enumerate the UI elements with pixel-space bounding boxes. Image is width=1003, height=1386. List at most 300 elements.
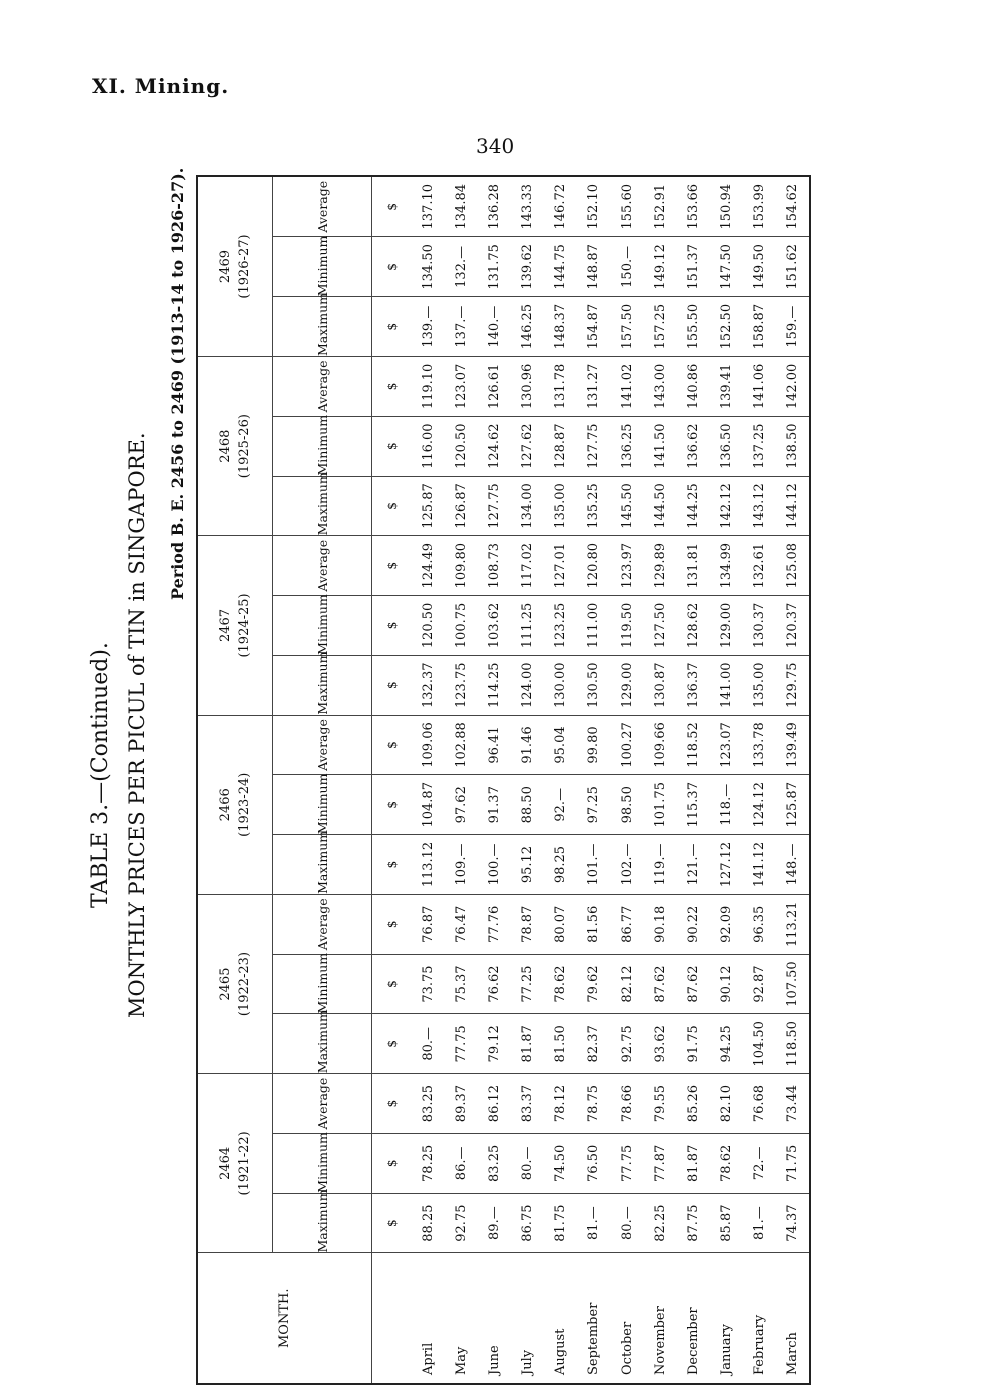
unit-row	[372, 177, 413, 1383]
price-cell: 144.50	[644, 476, 677, 536]
page-number: 340	[476, 134, 515, 158]
price-cell: 129.00	[710, 596, 743, 656]
year-ce: (1925-26)	[237, 414, 252, 479]
price-cell: 92.75	[610, 1014, 643, 1074]
price-cell: 73.44	[776, 1074, 809, 1134]
price-cell: 113.21	[776, 894, 809, 954]
price-cell: 132.—	[445, 237, 478, 297]
unit-cell: $	[372, 954, 413, 1014]
price-cell: 74.37	[776, 1193, 809, 1253]
unit-cell: $	[372, 596, 413, 656]
price-cell: 78.25	[412, 1133, 445, 1193]
price-cell: 132.37	[412, 655, 445, 715]
price-cell: 129.89	[644, 536, 677, 596]
price-cell: 116.00	[412, 416, 445, 476]
price-cell: 139.41	[710, 357, 743, 417]
price-cell: 81.75	[544, 1193, 577, 1253]
table-title: TABLE 3.—(Continued).	[88, 642, 113, 908]
price-cell: 95.04	[544, 715, 577, 775]
price-cell: 121.—	[677, 835, 710, 895]
unit-cell: $	[372, 357, 413, 417]
price-cell: 99.80	[577, 715, 610, 775]
price-cell: 86.—	[445, 1133, 478, 1193]
price-cell: 92.—	[544, 775, 577, 835]
table-row	[412, 177, 445, 1383]
price-cell: 81.87	[677, 1133, 710, 1193]
price-cell: 90.12	[710, 954, 743, 1014]
price-cell: 76.47	[445, 894, 478, 954]
sub-header-minimum: Minimum	[273, 775, 372, 835]
price-cell: 127.62	[511, 416, 544, 476]
price-cell: 118.50	[776, 1014, 809, 1074]
price-cell: 143.12	[743, 476, 776, 536]
price-cell: 119.—	[644, 835, 677, 895]
unit-cell: $	[372, 416, 413, 476]
price-cell: 81.56	[577, 894, 610, 954]
price-cell: 100.27	[610, 715, 643, 775]
table-row	[710, 177, 743, 1383]
price-cell: 82.10	[710, 1074, 743, 1134]
price-cell: 120.37	[776, 596, 809, 656]
sub-header-maximum: Maximum	[273, 476, 372, 536]
price-cell: 108.73	[478, 536, 511, 596]
sub-header-maximum: Maximum	[273, 297, 372, 357]
month-label: August	[553, 1328, 569, 1375]
price-cell: 100.75	[445, 596, 478, 656]
price-cell: 102.—	[610, 835, 643, 895]
sub-header-average: Average	[273, 536, 372, 596]
price-cell: 90.18	[644, 894, 677, 954]
price-cell: 149.12	[644, 237, 677, 297]
month-label: December	[685, 1307, 701, 1375]
table-row	[776, 177, 809, 1383]
table-row	[677, 177, 710, 1383]
price-cell: 79.62	[577, 954, 610, 1014]
price-cell: 92.87	[743, 954, 776, 1014]
price-cell: 151.37	[677, 237, 710, 297]
year-header	[198, 177, 273, 357]
price-cell: 148.37	[544, 297, 577, 357]
price-cell: 135.00	[544, 476, 577, 536]
price-cell: 80.07	[544, 894, 577, 954]
sub-header-maximum: Maximum	[273, 1193, 372, 1253]
price-cell: 155.60	[610, 177, 643, 237]
price-cell: 145.50	[610, 476, 643, 536]
price-cell: 107.50	[776, 954, 809, 1014]
table-row	[610, 177, 643, 1383]
month-label: June	[487, 1345, 503, 1375]
price-cell: 96.41	[478, 715, 511, 775]
price-cell: 91.75	[677, 1014, 710, 1074]
price-cell: 109.—	[445, 835, 478, 895]
price-cell: 134.00	[511, 476, 544, 536]
table-row	[577, 177, 610, 1383]
price-cell: 78.12	[544, 1074, 577, 1134]
price-cell: 127.12	[710, 835, 743, 895]
unit-cell: $	[372, 715, 413, 775]
price-cell: 103.62	[478, 596, 511, 656]
sub-header-maximum: Maximum	[273, 835, 372, 895]
price-cell: 141.00	[710, 655, 743, 715]
price-cell: 144.12	[776, 476, 809, 536]
sub-header-minimum: Minimum	[273, 1133, 372, 1193]
year-ce: (1922-23)	[237, 951, 252, 1017]
price-cell: 81.50	[544, 1014, 577, 1074]
table-row	[445, 177, 478, 1383]
sub-header-average: Average	[273, 357, 372, 417]
sub-header-maximum: Maximum	[273, 1014, 372, 1074]
price-cell: 124.00	[511, 655, 544, 715]
price-cell: 125.08	[776, 536, 809, 596]
price-cell: 85.87	[710, 1193, 743, 1253]
month-label: February	[751, 1314, 767, 1375]
price-cell: 127.01	[544, 536, 577, 596]
price-cell: 129.00	[610, 655, 643, 715]
price-cell: 157.25	[644, 297, 677, 357]
price-cell: 83.37	[511, 1074, 544, 1134]
year-header	[198, 357, 273, 536]
price-cell: 123.07	[710, 715, 743, 775]
price-cell: 73.75	[412, 954, 445, 1014]
price-cell: 150.94	[710, 177, 743, 237]
price-cell: 142.12	[710, 476, 743, 536]
price-cell: 77.76	[478, 894, 511, 954]
price-cell: 92.75	[445, 1193, 478, 1253]
price-cell: 89.—	[478, 1193, 511, 1253]
month-label: October	[619, 1321, 635, 1375]
price-cell: 76.68	[743, 1074, 776, 1134]
table-row	[743, 177, 776, 1383]
price-cell: 135.00	[743, 655, 776, 715]
year-be: 2467	[217, 608, 233, 643]
price-cell: 131.75	[478, 237, 511, 297]
price-cell: 88.25	[412, 1193, 445, 1253]
price-cell: 87.62	[644, 954, 677, 1014]
price-cell: 153.66	[677, 177, 710, 237]
unit-cell: $	[372, 835, 413, 895]
price-cell: 132.61	[743, 536, 776, 596]
price-cell: 142.00	[776, 357, 809, 417]
year-ce: (1921-22)	[237, 1131, 252, 1196]
table-row	[544, 177, 577, 1383]
year-be: 2465	[217, 967, 233, 1001]
year-ce: (1923-24)	[237, 772, 252, 837]
price-cell: 111.00	[577, 596, 610, 656]
price-cell: 141.12	[743, 835, 776, 895]
price-cell: 136.37	[677, 655, 710, 715]
price-cell: 85.26	[677, 1074, 710, 1134]
price-cell: 155.50	[677, 297, 710, 357]
price-cell: 102.88	[445, 715, 478, 775]
price-cell: 154.62	[776, 177, 809, 237]
price-cell: 109.06	[412, 715, 445, 775]
month-label: April	[421, 1342, 437, 1375]
price-cell: 81.—	[577, 1193, 610, 1253]
price-cell: 82.25	[644, 1193, 677, 1253]
sub-header-minimum: Minimum	[273, 237, 372, 297]
price-cell: 123.75	[445, 655, 478, 715]
price-cell: 134.84	[445, 177, 478, 237]
price-cell: 130.87	[644, 655, 677, 715]
sub-header-minimum: Minimum	[273, 954, 372, 1014]
price-cell: 148.—	[776, 835, 809, 895]
price-cell: 127.75	[577, 416, 610, 476]
year-header	[198, 894, 273, 1073]
price-cell: 114.25	[478, 655, 511, 715]
year-ce: (1926-27)	[237, 234, 252, 299]
unit-cell: $	[372, 1074, 413, 1134]
price-cell: 131.78	[544, 357, 577, 417]
price-cell: 78.66	[610, 1074, 643, 1134]
price-cell: 100.—	[478, 835, 511, 895]
unit-cell: $	[372, 536, 413, 596]
price-cell: 146.72	[544, 177, 577, 237]
price-cell: 128.62	[677, 596, 710, 656]
price-cell: 79.12	[478, 1014, 511, 1074]
price-cell: 158.87	[743, 297, 776, 357]
price-cell: 149.50	[743, 237, 776, 297]
price-cell: 86.12	[478, 1074, 511, 1134]
price-cell: 140.86	[677, 357, 710, 417]
price-cell: 98.50	[610, 775, 643, 835]
price-cell: 72.—	[743, 1133, 776, 1193]
price-cell: 76.50	[577, 1133, 610, 1193]
price-cell: 129.75	[776, 655, 809, 715]
price-cell: 87.75	[677, 1193, 710, 1253]
price-cell: 78.62	[544, 954, 577, 1014]
price-cell: 125.87	[776, 775, 809, 835]
price-cell: 125.87	[412, 476, 445, 536]
price-cell: 137.—	[445, 297, 478, 357]
price-cell: 77.75	[445, 1014, 478, 1074]
price-cell: 101.—	[577, 835, 610, 895]
price-cell: 137.25	[743, 416, 776, 476]
price-cell: 151.62	[776, 237, 809, 297]
price-cell: 71.75	[776, 1133, 809, 1193]
price-cell: 78.87	[511, 894, 544, 954]
price-cell: 89.37	[445, 1074, 478, 1134]
price-cell: 147.50	[710, 237, 743, 297]
price-cell: 139.49	[776, 715, 809, 775]
price-cell: 101.75	[644, 775, 677, 835]
price-cell: 141.02	[610, 357, 643, 417]
price-cell: 138.50	[776, 416, 809, 476]
sub-header-average: Average	[273, 715, 372, 775]
price-cell: 82.37	[577, 1014, 610, 1074]
price-cell: 82.12	[610, 954, 643, 1014]
section-label: XI. Mining.	[92, 74, 230, 98]
price-cell: 96.35	[743, 894, 776, 954]
price-cell: 139.—	[412, 297, 445, 357]
price-grid	[198, 177, 809, 1383]
price-cell: 127.75	[478, 476, 511, 536]
price-cell: 74.50	[544, 1133, 577, 1193]
price-cell: 111.25	[511, 596, 544, 656]
price-cell: 126.61	[478, 357, 511, 417]
price-cell: 77.75	[610, 1133, 643, 1193]
unit-cell: $	[372, 894, 413, 954]
month-label: September	[586, 1302, 602, 1375]
price-cell: 94.25	[710, 1014, 743, 1074]
price-cell: 130.00	[544, 655, 577, 715]
year-be: 2464	[217, 1146, 233, 1180]
sub-header-maximum: Maximum	[273, 655, 372, 715]
price-cell: 120.50	[412, 596, 445, 656]
unit-row-blank	[372, 1253, 413, 1383]
price-cell: 141.50	[644, 416, 677, 476]
price-cell: 136.50	[710, 416, 743, 476]
price-cell: 109.66	[644, 715, 677, 775]
price-cell: 128.87	[544, 416, 577, 476]
price-cell: 146.25	[511, 297, 544, 357]
price-cell: 139.62	[511, 237, 544, 297]
price-cell: 143.33	[511, 177, 544, 237]
month-label: May	[454, 1346, 470, 1375]
price-cell: 136.28	[478, 177, 511, 237]
price-cell: 118.—	[710, 775, 743, 835]
unit-cell: $	[372, 297, 413, 357]
price-cell: 81.—	[743, 1193, 776, 1253]
unit-cell: $	[372, 237, 413, 297]
year-header	[198, 715, 273, 894]
unit-cell: $	[372, 1133, 413, 1193]
sub-header-minimum: Minimum	[273, 596, 372, 656]
month-label: July	[520, 1349, 536, 1375]
price-cell: 123.97	[610, 536, 643, 596]
price-cell: 134.50	[412, 237, 445, 297]
month-label: January	[718, 1323, 734, 1375]
price-cell: 120.80	[577, 536, 610, 596]
price-cell: 97.62	[445, 775, 478, 835]
unit-cell: $	[372, 655, 413, 715]
price-cell: 113.12	[412, 835, 445, 895]
unit-cell: $	[372, 1193, 413, 1253]
unit-cell: $	[372, 177, 413, 237]
price-cell: 120.50	[445, 416, 478, 476]
table-row	[644, 177, 677, 1383]
price-cell: 131.81	[677, 536, 710, 596]
price-cell: 119.50	[610, 596, 643, 656]
price-cell: 141.06	[743, 357, 776, 417]
price-cell: 80.—	[412, 1014, 445, 1074]
month-label: November	[652, 1306, 668, 1375]
unit-cell: $	[372, 775, 413, 835]
price-cell: 124.49	[412, 536, 445, 596]
price-cell: 109.80	[445, 536, 478, 596]
price-cell: 134.99	[710, 536, 743, 596]
price-cell: 150.—	[610, 237, 643, 297]
unit-cell: $	[372, 1014, 413, 1074]
price-cell: 92.09	[710, 894, 743, 954]
price-cell: 154.87	[577, 297, 610, 357]
price-cell: 140.—	[478, 297, 511, 357]
price-cell: 118.52	[677, 715, 710, 775]
price-cell: 91.46	[511, 715, 544, 775]
price-cell: 124.12	[743, 775, 776, 835]
price-cell: 91.37	[478, 775, 511, 835]
price-cell: 76.62	[478, 954, 511, 1014]
price-cell: 78.75	[577, 1074, 610, 1134]
year-be: 2468	[217, 429, 233, 463]
table-row	[511, 177, 544, 1383]
price-cell: 144.75	[544, 237, 577, 297]
price-cell: 123.07	[445, 357, 478, 417]
price-cell: 130.50	[577, 655, 610, 715]
table-row	[478, 177, 511, 1383]
price-cell: 157.50	[610, 297, 643, 357]
price-cell: 126.87	[445, 476, 478, 536]
month-column-header: MONTH.	[198, 1253, 372, 1383]
price-cell: 93.62	[644, 1014, 677, 1074]
year-be: 2466	[217, 788, 233, 822]
price-cell: 77.25	[511, 954, 544, 1014]
year-be: 2469	[217, 249, 233, 284]
sub-header-minimum: Minimum	[273, 416, 372, 476]
price-cell: 75.37	[445, 954, 478, 1014]
price-cell: 117.02	[511, 536, 544, 596]
price-cell: 152.50	[710, 297, 743, 357]
table-body	[372, 177, 810, 1383]
price-cell: 98.25	[544, 835, 577, 895]
price-cell: 137.10	[412, 177, 445, 237]
sub-header-average: Average	[273, 894, 372, 954]
sub-header-row	[273, 177, 372, 1383]
price-cell: 90.22	[677, 894, 710, 954]
price-cell: 79.55	[644, 1074, 677, 1134]
price-cell: 119.10	[412, 357, 445, 417]
price-cell: 104.87	[412, 775, 445, 835]
price-cell: 127.50	[644, 596, 677, 656]
tin-price-table	[196, 175, 811, 1385]
price-cell: 77.87	[644, 1133, 677, 1193]
price-cell: 86.77	[610, 894, 643, 954]
price-cell: 152.91	[644, 177, 677, 237]
price-cell: 124.62	[478, 416, 511, 476]
price-cell: 130.37	[743, 596, 776, 656]
price-cell: 83.25	[412, 1074, 445, 1134]
price-cell: 123.25	[544, 596, 577, 656]
table-period: Period B. E. 2456 to 2469 (1913-14 to 1926-27).	[168, 167, 187, 600]
price-cell: 80.—	[511, 1133, 544, 1193]
price-cell: 135.25	[577, 476, 610, 536]
price-cell: 104.50	[743, 1014, 776, 1074]
year-header	[198, 1074, 273, 1253]
price-cell: 159.—	[776, 297, 809, 357]
price-cell: 148.87	[577, 237, 610, 297]
unit-cell: $	[372, 476, 413, 536]
price-cell: 152.10	[577, 177, 610, 237]
price-cell: 131.27	[577, 357, 610, 417]
month-label: March	[784, 1332, 800, 1375]
price-cell: 136.25	[610, 416, 643, 476]
sub-header-average: Average	[273, 177, 372, 237]
table-subtitle: MONTHLY PRICES PER PICUL of TIN in SINGAPORE.	[125, 432, 149, 1018]
price-cell: 88.50	[511, 775, 544, 835]
year-header-row	[198, 177, 273, 1383]
price-cell: 83.25	[478, 1133, 511, 1193]
year-ce: (1924-25)	[237, 593, 252, 658]
price-cell: 78.62	[710, 1133, 743, 1193]
price-cell: 130.96	[511, 357, 544, 417]
price-cell: 136.62	[677, 416, 710, 476]
price-cell: 144.25	[677, 476, 710, 536]
price-cell: 95.12	[511, 835, 544, 895]
price-cell: 86.75	[511, 1193, 544, 1253]
price-cell: 115.37	[677, 775, 710, 835]
price-cell: 97.25	[577, 775, 610, 835]
price-cell: 143.00	[644, 357, 677, 417]
price-cell: 80.—	[610, 1193, 643, 1253]
